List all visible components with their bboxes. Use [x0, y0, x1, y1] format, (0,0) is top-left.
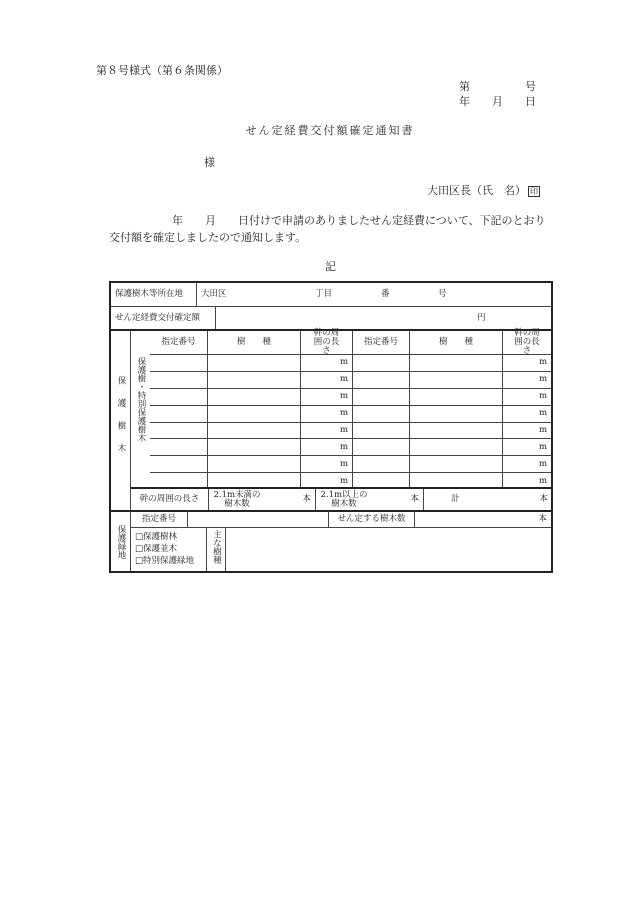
cell-number[interactable] [352, 371, 409, 388]
yen-unit: 円 [477, 313, 486, 323]
cell-species[interactable] [207, 422, 300, 439]
unit-m: m [339, 475, 348, 486]
unit-m: m [538, 408, 547, 419]
cell-species[interactable] [207, 438, 300, 455]
tree-grid [150, 329, 551, 487]
seal-icon: 印 [530, 187, 538, 196]
ki-heading: 記 [325, 260, 336, 273]
header-girth: 幹の周囲の長さ [300, 331, 352, 354]
cell-girth[interactable] [502, 455, 551, 472]
cell-number[interactable] [352, 455, 409, 472]
cell-number[interactable] [150, 371, 207, 388]
cell-species[interactable] [207, 455, 300, 472]
form-number: 第８号様式（第６条関係） [96, 64, 228, 77]
cell-number[interactable] [352, 405, 409, 422]
cell-girth[interactable] [300, 405, 352, 422]
ward-text: 大田区 [201, 289, 227, 299]
girth-summary-label: 幹の周囲の長さ [139, 494, 200, 504]
checkbox-special-green[interactable]: □特別保護緑地 [135, 556, 195, 566]
cell-number[interactable] [352, 422, 409, 439]
sender [427, 185, 540, 197]
header-species: 樹 種 [409, 331, 502, 354]
cell-number[interactable] [150, 455, 207, 472]
unit-m: m [339, 441, 348, 452]
cell-girth[interactable] [300, 354, 352, 371]
go-text: 号 [438, 289, 447, 299]
body-line-1: 年 月 日付けで申請のありましたせん定経費について、下記のとおり [172, 214, 546, 227]
document-number: 第 号 [459, 80, 536, 93]
under-count-field[interactable]: 2.1m未満の樹木数 本 [208, 489, 315, 510]
pruned-count-label: せん定する樹木数 [328, 510, 414, 527]
body-line-2: 交付額を確定しましたので通知します。 [109, 231, 307, 244]
header-girth: 幹の周囲の長さ [502, 331, 551, 354]
cell-species[interactable] [409, 455, 502, 472]
amount-field[interactable] [215, 306, 551, 329]
unit-m: m [538, 458, 547, 469]
girth-summary-row [130, 487, 551, 510]
header-number: 指定番号 [352, 331, 409, 354]
cell-girth[interactable] [300, 455, 352, 472]
unit-m: m [339, 374, 348, 385]
checkbox-protected-row-trees[interactable]: □保護並木 [135, 544, 178, 554]
green-number-field[interactable] [187, 510, 328, 527]
unit-m: m [339, 391, 348, 402]
cell-girth[interactable] [502, 405, 551, 422]
cell-species[interactable] [207, 354, 300, 371]
cell-number[interactable] [150, 354, 207, 371]
issue-date: 年 月 日 [459, 95, 536, 108]
subgroup-label: 保護樹・特別保護樹木 [130, 329, 150, 487]
location-field[interactable] [196, 283, 551, 306]
checkbox-protected-forest[interactable]: □保護樹林 [135, 532, 178, 542]
cell-girth[interactable] [502, 422, 551, 439]
cell-species[interactable] [409, 354, 502, 371]
green-section-label: 保護緑地 [111, 510, 130, 571]
unit-m: m [538, 374, 547, 385]
document-title: せん定経費交付額確定通知書 [245, 124, 415, 137]
unit-m: m [538, 424, 547, 435]
trees-section-label: 保護樹木 [111, 329, 130, 510]
cell-number[interactable] [150, 405, 207, 422]
cell-number[interactable] [150, 388, 207, 405]
cell-girth[interactable] [502, 388, 551, 405]
cell-girth[interactable] [502, 438, 551, 455]
cell-species[interactable] [409, 438, 502, 455]
cell-girth[interactable] [502, 371, 551, 388]
sender-name: 大田区長（氏 名） [427, 184, 526, 197]
main-species-field[interactable] [225, 527, 551, 571]
form-table [109, 281, 553, 573]
cell-species[interactable] [409, 388, 502, 405]
pruned-count-field[interactable]: 本 [414, 510, 551, 527]
cell-girth[interactable] [300, 388, 352, 405]
header-species: 樹 種 [207, 331, 300, 354]
cell-species[interactable] [207, 388, 300, 405]
unit-m: m [538, 391, 547, 402]
cell-species[interactable] [207, 371, 300, 388]
unit-m: m [538, 475, 547, 486]
over-count-field[interactable]: 2.1m以上の樹木数 本 [315, 489, 423, 510]
location-label: 保護樹木等所在地 [115, 289, 184, 299]
chome-text: 丁目 [315, 289, 333, 299]
cell-number[interactable] [352, 438, 409, 455]
cell-number[interactable] [352, 388, 409, 405]
ban-text: 番 [381, 289, 390, 299]
unit-m: m [339, 424, 348, 435]
cell-number[interactable] [150, 422, 207, 439]
total-count-field[interactable]: 計 本 [423, 489, 552, 510]
cell-number[interactable] [150, 438, 207, 455]
cell-species[interactable] [409, 422, 502, 439]
cell-girth[interactable] [300, 371, 352, 388]
cell-species[interactable] [207, 405, 300, 422]
unit-m: m [339, 458, 348, 469]
header-number: 指定番号 [161, 337, 196, 347]
amount-label: せん定経費交付確定額 [111, 306, 215, 329]
cell-girth[interactable] [502, 354, 551, 371]
main-species-label: 主な樹種 [206, 527, 225, 571]
unit-m: m [538, 441, 547, 452]
addressee-suffix: 様 [204, 156, 215, 169]
cell-species[interactable] [409, 371, 502, 388]
cell-species[interactable] [409, 405, 502, 422]
cell-girth[interactable] [300, 438, 352, 455]
cell-girth[interactable] [300, 422, 352, 439]
unit-m: m [339, 357, 348, 368]
unit-m: m [538, 357, 547, 368]
cell-number[interactable] [352, 354, 409, 371]
green-type-checkboxes [130, 527, 206, 571]
unit-m: m [339, 408, 348, 419]
green-number-label: 指定番号 [130, 510, 187, 527]
